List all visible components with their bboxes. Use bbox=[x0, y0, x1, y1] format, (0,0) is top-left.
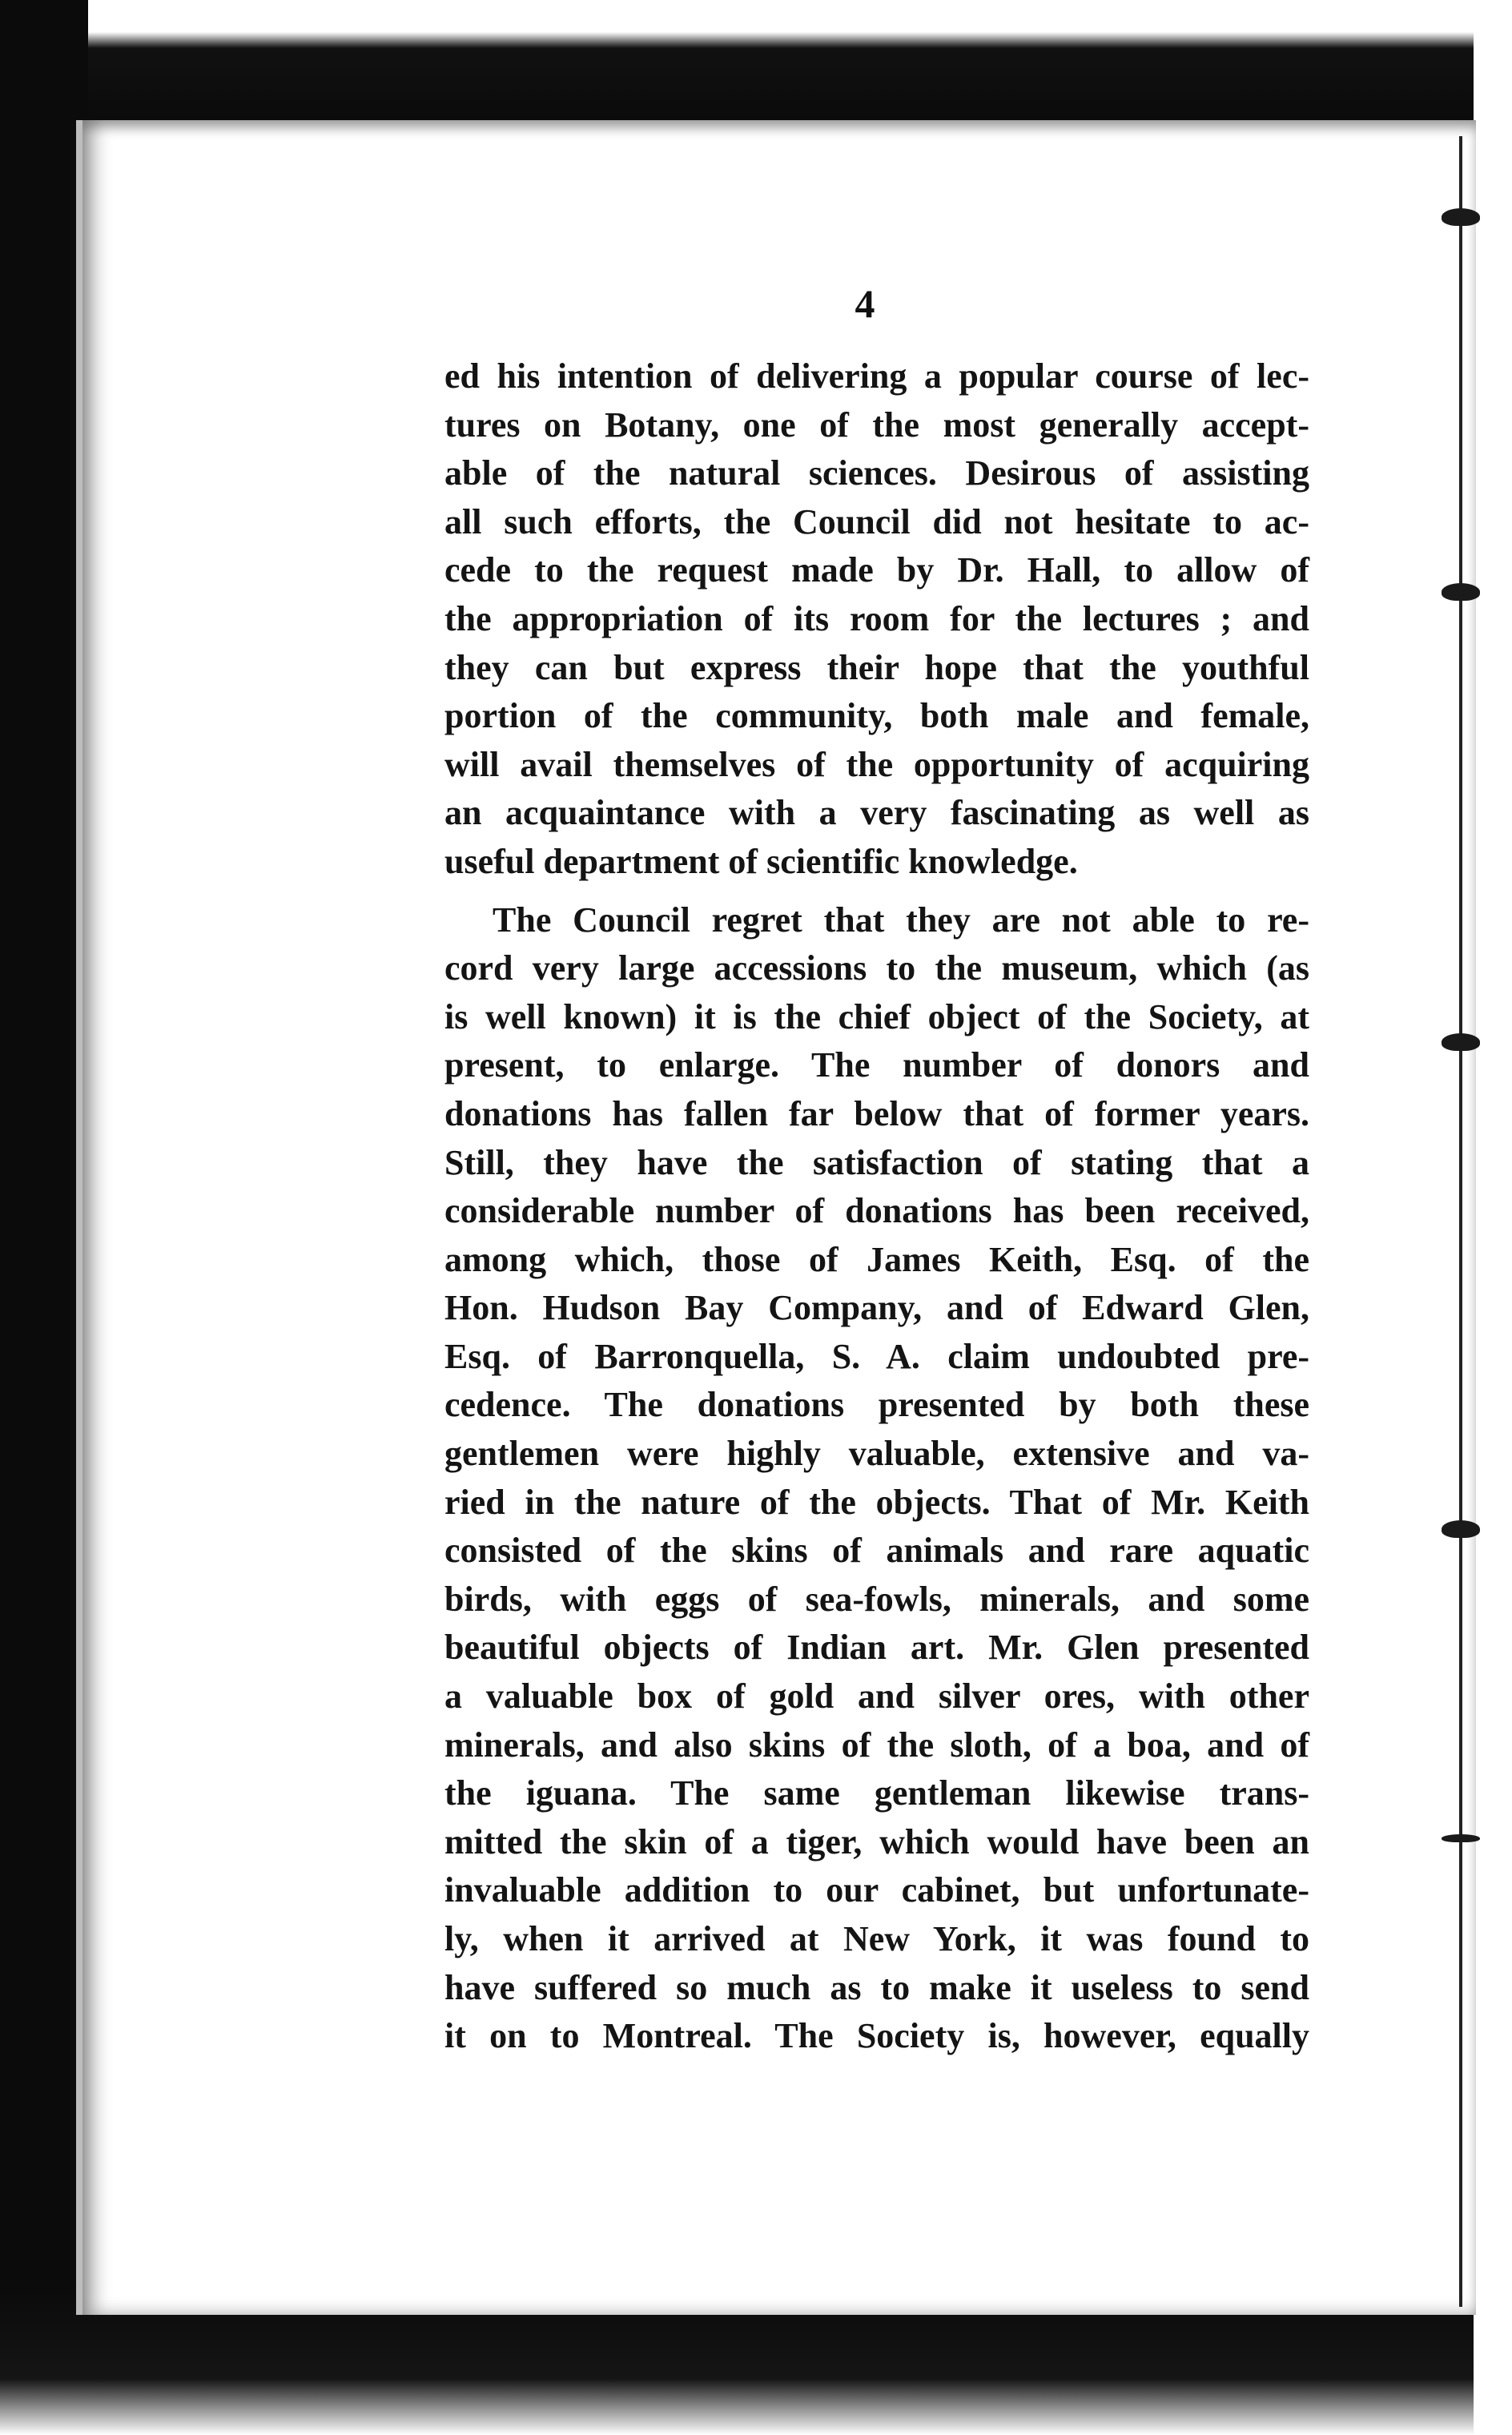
text-line: gentlemen were highly valuable, extensive and va- bbox=[444, 1434, 1309, 1474]
binding-stitch bbox=[1442, 208, 1480, 226]
text-line: invaluable addition to our cabinet, but unfortunate- bbox=[444, 1870, 1309, 1910]
binding-stitch bbox=[1442, 1520, 1480, 1538]
text-line: cede to the request made by Dr. Hall, to allow of bbox=[444, 550, 1309, 590]
scan-border-left bbox=[0, 0, 88, 2435]
text-line: ly, when it arrived at New York, it was found to bbox=[444, 1919, 1309, 1958]
text-line: a valuable box of gold and silver ores, with other bbox=[444, 1676, 1309, 1717]
body-text bbox=[444, 352, 1309, 2061]
text-line: ed his intention of delivering a popular course of lec- bbox=[444, 356, 1309, 396]
text-line: mitted the skin of a tiger, which would have been an bbox=[444, 1821, 1309, 1861]
text-line: useful department of scientific knowledge. bbox=[444, 841, 1078, 881]
binding-edge bbox=[1459, 136, 1462, 2307]
binding-stitch bbox=[1442, 583, 1480, 601]
text-line: ried in the nature of the objects. That of Mr. Keith bbox=[444, 1482, 1309, 1522]
text-line: present, to enlarge. The number of donors and bbox=[444, 1045, 1309, 1085]
page-number: 4 bbox=[855, 281, 875, 326]
text-line: donations has fallen far below that of former years. bbox=[444, 1093, 1309, 1133]
text-line: cord very large accessions to the museum, which (as bbox=[444, 948, 1309, 988]
text-line: they can but express their hope that the youthful bbox=[444, 647, 1309, 687]
text-line: among which, those of James Keith, Esq. of the bbox=[444, 1239, 1309, 1279]
text-line: tures on Botany, one of the most generally accept- bbox=[444, 404, 1309, 445]
scan-margin-right bbox=[1474, 0, 1512, 2435]
text-line: all such efforts, the Council did not hesitate to ac- bbox=[444, 501, 1309, 541]
text-line: is well known) it is the chief object of the Society, at bbox=[444, 996, 1309, 1036]
binding-stitch bbox=[1442, 1834, 1480, 1842]
text-line: able of the natural sciences. Desirous of assisting bbox=[444, 453, 1309, 493]
text-line: have suffered so much as to make it useless to send bbox=[444, 1967, 1309, 2007]
binding-stitch bbox=[1442, 1033, 1480, 1051]
text-line: Esq. of Barronquella, S. A. claim undoubted pre- bbox=[444, 1336, 1309, 1376]
text-line: Still, they have the satisfaction of stating that a bbox=[444, 1142, 1309, 1182]
text-line: considerable number of donations has been received, bbox=[444, 1191, 1309, 1231]
text-line: consisted of the skins of animals and rare aquatic bbox=[444, 1531, 1309, 1571]
text-line: the appropriation of its room for the lectures ; and bbox=[444, 598, 1309, 638]
text-line: portion of the community, both male and female, bbox=[444, 696, 1309, 736]
scan-border-top bbox=[0, 0, 1512, 120]
text-line: an acquaintance with a very fascinating as well as bbox=[444, 793, 1309, 833]
text-line: will avail themselves of the opportunity of acquiring bbox=[444, 744, 1309, 784]
text-line: The Council regret that they are not able to re- bbox=[493, 900, 1309, 940]
text-line: the iguana. The same gentleman likewise trans- bbox=[444, 1773, 1309, 1813]
text-line: minerals, and also skins of the sloth, of a boa, and of bbox=[444, 1725, 1309, 1765]
text-line: it on to Montreal. The Society is, however, equally bbox=[444, 2016, 1309, 2056]
text-line: cedence. The donations presented by both these bbox=[444, 1385, 1309, 1425]
text-line: beautiful objects of Indian art. Mr. Glen presented bbox=[444, 1628, 1309, 1668]
text-line: birds, with eggs of sea-fowls, minerals, and some bbox=[444, 1579, 1309, 1619]
text-line: Hon. Hudson Bay Company, and of Edward Glen, bbox=[444, 1288, 1309, 1328]
